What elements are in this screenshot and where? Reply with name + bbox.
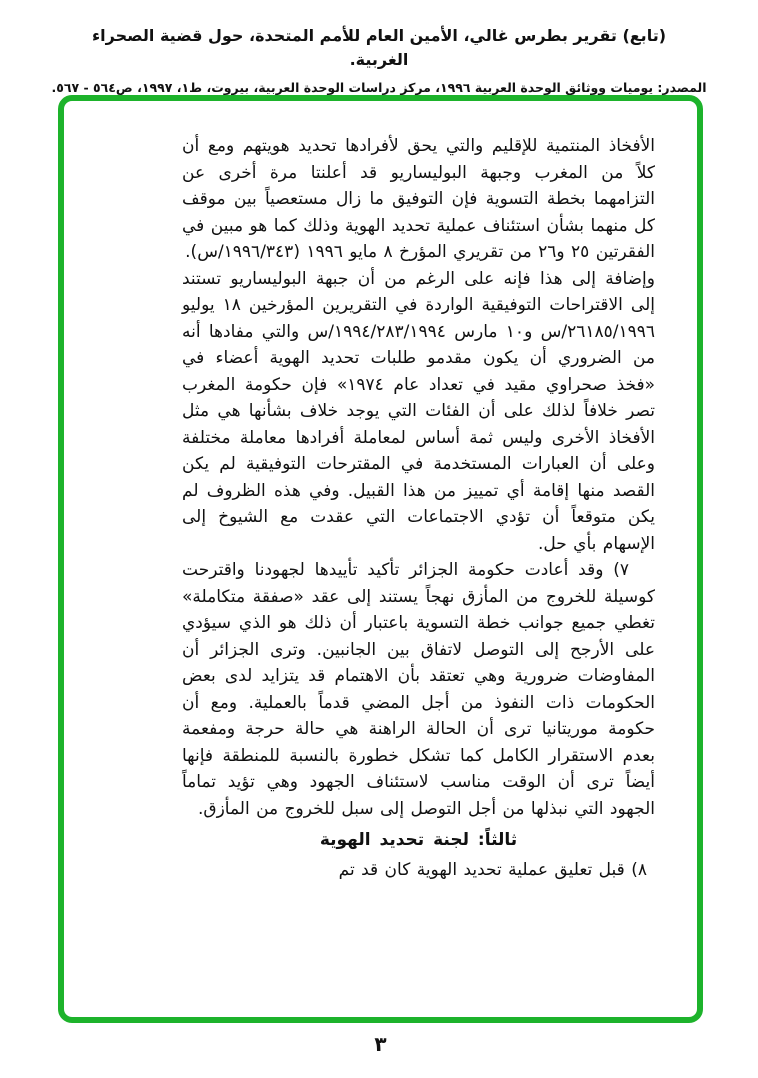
- paragraph-8-opening-line: ٨) قبل تعليق عملية تحديد الهوية كان قد تم: [338, 860, 647, 880]
- source-line: المصدر: يوميات ووثائق الوحدة العربية ١٩٩٦، مركز دراسات الوحدة العربية، بيروت، ط١، ١٩٩٧، ص٥٦٤ - ٥٦٧.: [51, 80, 707, 95]
- body-text-column: [64, 101, 697, 894]
- green-border-frame: [58, 95, 703, 1023]
- paragraph-conciliation: وإضافة إلى هذا فإنه على الرغم من أن جبهة البوليساريو تستند إلى الاقتراحات التوفيقية الواردة في التقريرين المؤرخين ١٨ يوليو ١٩٩٦/‭س/٢٦١٨٥‬ و١٠ مارس ١٩٩٤/‭س/١٩٩٤/٢٨٣‬ والتي مفادها أنه من الضروري أن يكون مقدمو طلبات تحديد الهوية أعضاء في «فخذ صحراوي مقيد في تعداد عام ١٩٧٤» فإن حكومة المغرب تصر خلافاً لذلك على أن الفئات التي يوجد خلاف بشأنها هي مثل الأفخاذ الأخرى وليس ثمة أساس لمعاملة أفرادها معاملة مختلفة وعلى أن العبارات المستخدمة في المقترحات التوفيقية لم يكن القصد منها إقامة أي تمييز من هذا القبيل. وفي هذه الظروف لم يكن متوقعاً أن تؤدي الاجتماعات التي عقدت مع الشيوخ إلى الإسهام بأي حل.: [182, 268, 655, 554]
- page-number: ٣: [374, 1032, 387, 1056]
- section-heading-identification-committee: ثالثاً: لجنة تحديد الهوية: [319, 830, 518, 850]
- paragraph-7-algeria-mauritania: ٧) وقد أعادت حكومة الجزائر تأكيد تأييدها لجهودنا واقترحت كوسيلة للخروج من المأزق نهجاً يستند إلى عقد «صفقة متكاملة» تغطي جميع جوانب خطة التسوية باعتبار أن ذلك هو الذي سيؤدي على الأرجح إلى التوصل لاتفاق بين الجانبين. وترى الجزائر أن المفاوضات ضرورية وهي تعتقد بأن الاهتمام قد يتزايد لدى بعض الحكومات ذات النفوذ من أجل المضي قدماً بالعملية. ومع أن حكومة موريتانيا ترى أن الحالة الراهنة هي حالة حرجة ومفعمة بعدم الاستقرار الكامل كما تشكل خطورة بالنسبة للمنطقة فإنها أيضاً ترى أن الوقت مناسب لاستئناف الجهود وهي تؤيد تماماً الجهود التي نبذلها من أجل التوصل إلى سبل للخروج من المأزق.: [182, 560, 655, 819]
- page-title: (تابع) تقرير بطرس غالي، الأمين العام للأمم المتحدة، حول قضية الصحراء الغربية.: [91, 26, 667, 69]
- paragraph-continuation: الأفخاذ المنتمية للإقليم والتي يحق لأفرادها تحديد هويتهم ومع أن كلاً من المغرب وجبهة البوليساريو قد أعلنتا مرة أخرى عن التزامهما بخطة التسوية فإن التوفيق ما زال مستعصياً بين موقف كل منهما بشأن استئناف عملية تحديد الهوية وذلك كما هو مبين في الفقرتين ٢٥ و٢٦ من تقريري المؤرخ ٨ مايو ١٩٩٦ (‭س/١٩٩٦/٣٤٣‬).: [182, 136, 655, 262]
- page-header: [0, 0, 758, 98]
